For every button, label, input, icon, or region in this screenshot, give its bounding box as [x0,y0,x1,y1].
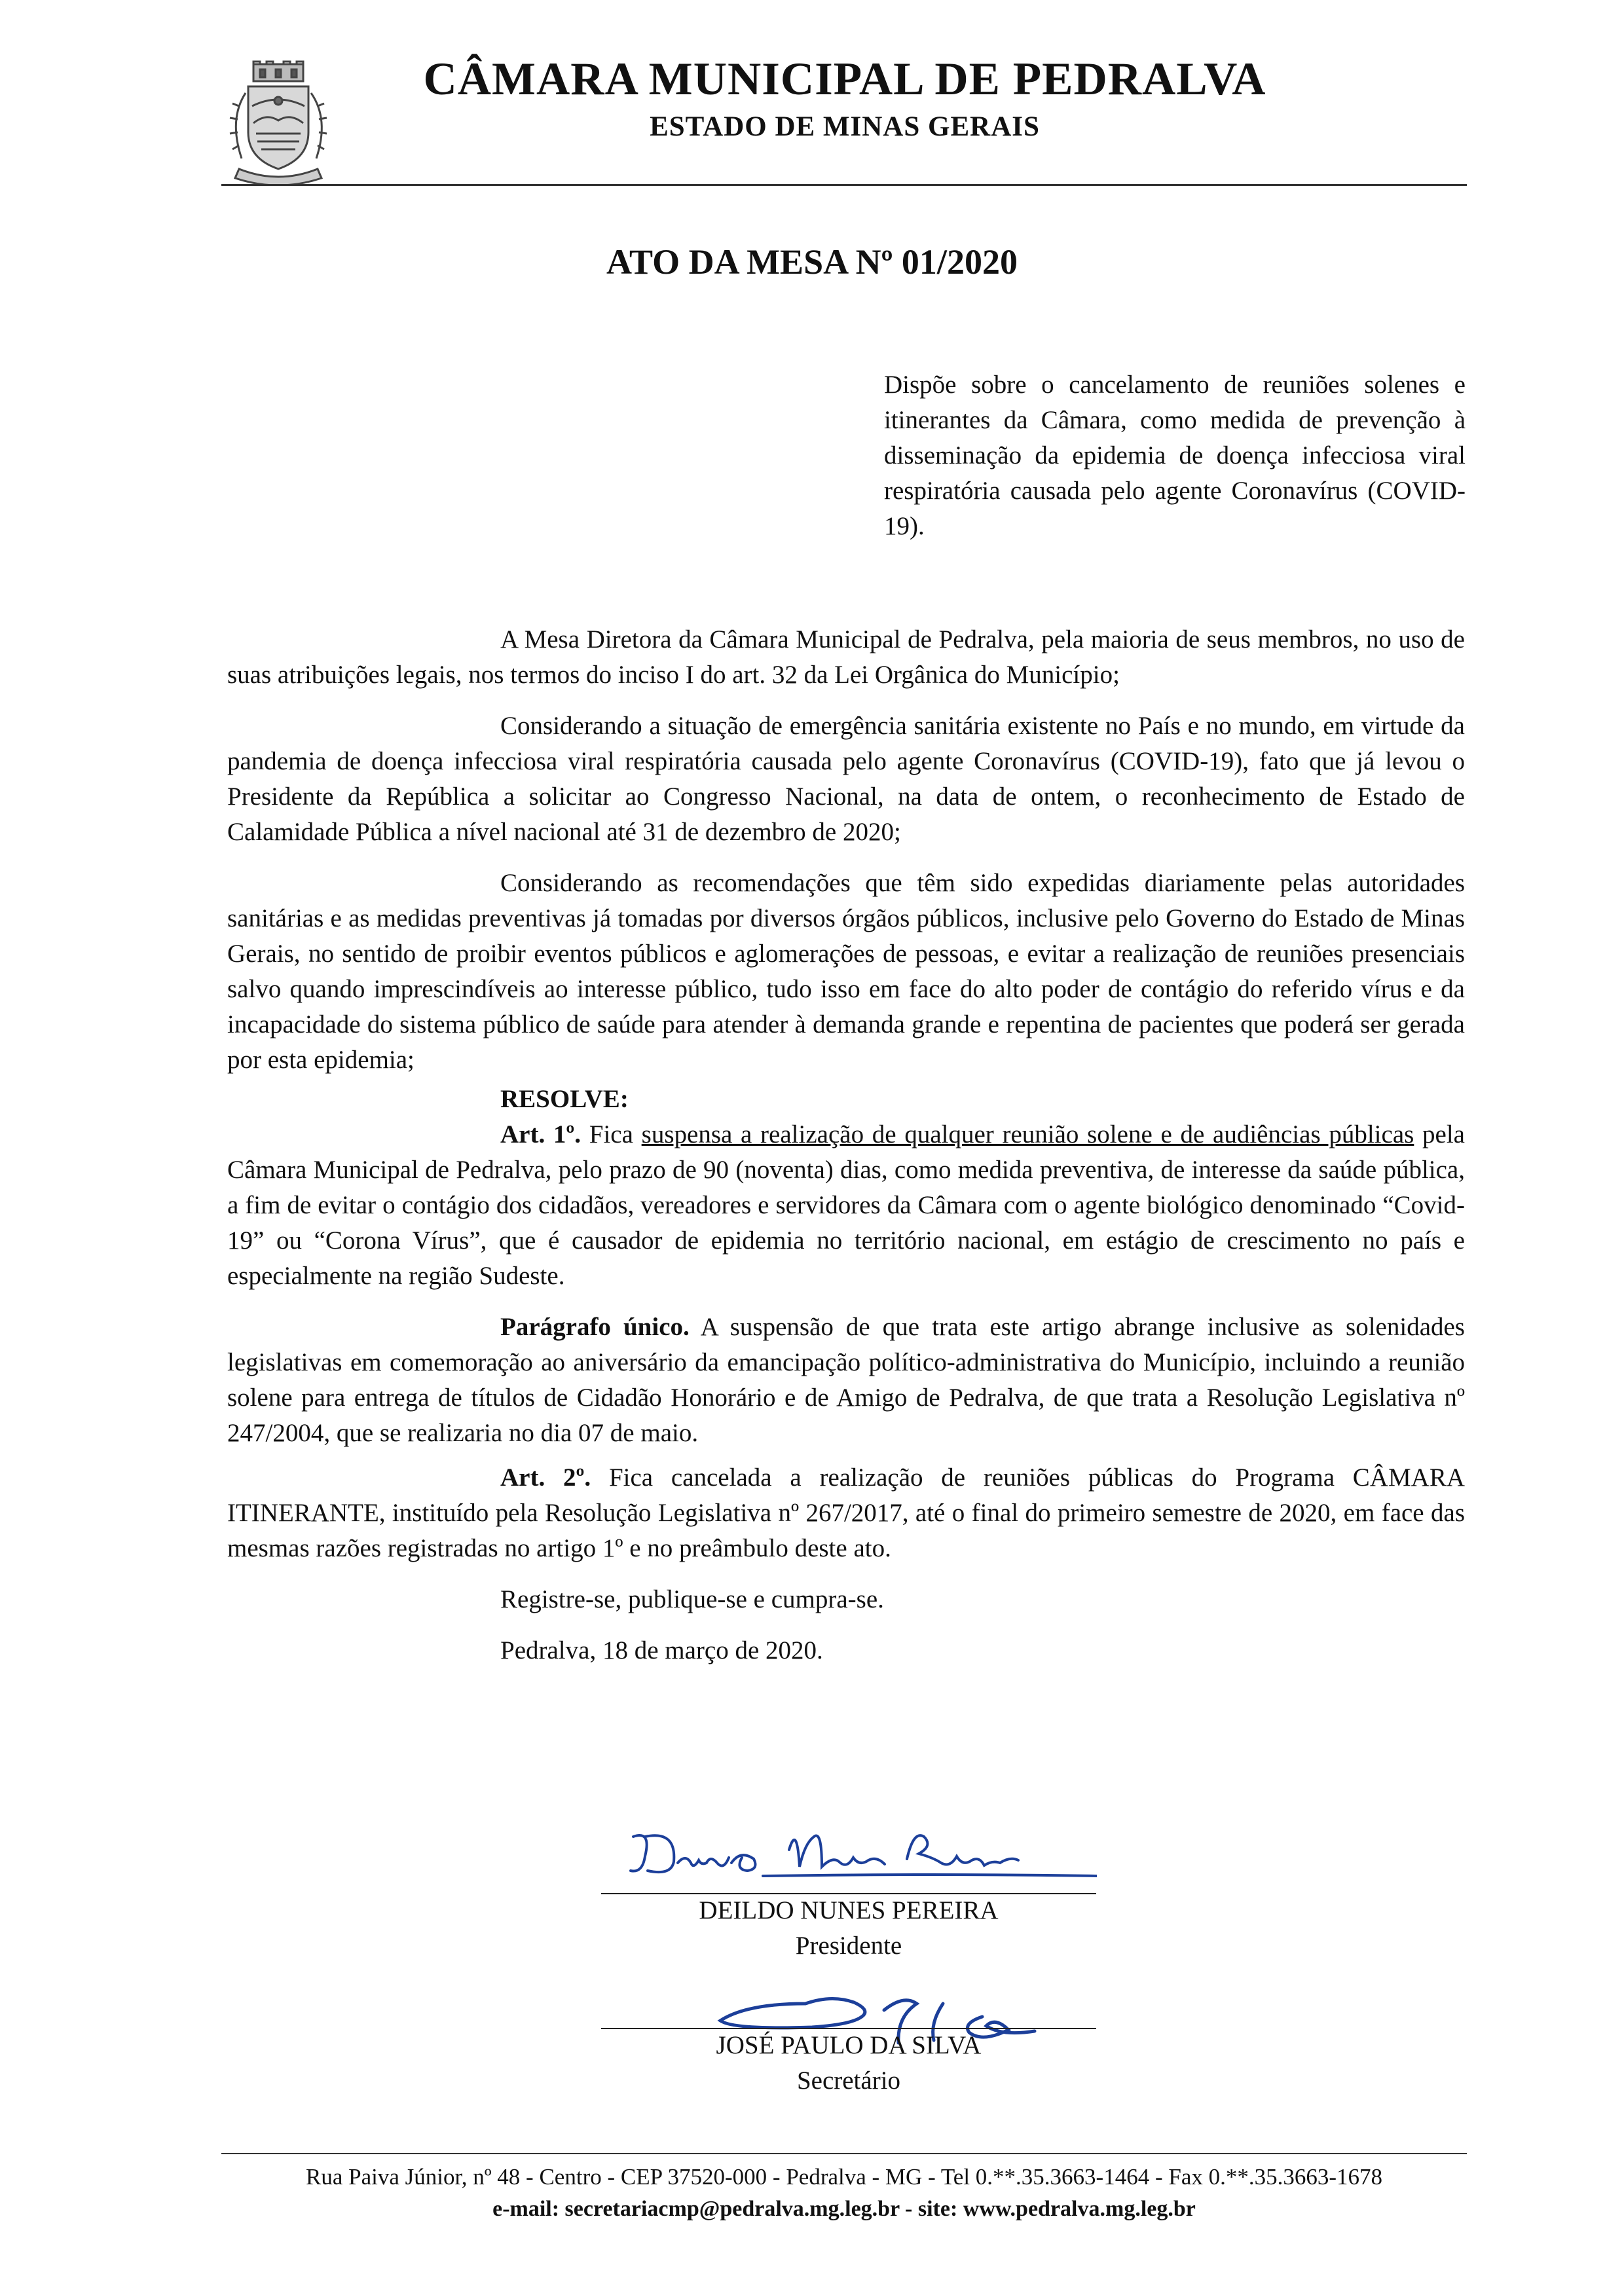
sole-paragraph [227,1310,1465,1451]
signer-role-1: Presidente [795,1932,902,1960]
article-1-label: Art. 1º. [500,1120,581,1148]
article-1-text: pela Câmara Municipal de Pedralva, pelo prazo de 90 (noventa) dias, como medida preventiva, de interesse da saúde pública, a fim de evitar o contágio dos cidadãos, vereadores e servidores da Câmara com o agente biológico denominado “Covid-19” ou “Corona Vírus”, que é causador de epidemia no território nacional, em estágio de crescimento no país e especialmente na região Sudeste. [227,1120,1465,1290]
footer-divider [221,2153,1467,2154]
considering-paragraph-1: Considerando a situação de emergência sanitária existente no País e no mundo, em virtude da pandemia de doença infecciosa viral respiratória causada pelo agente Coronavírus (COVID-19), fato que já levou o Presidente da República a solicitar ao Congresso Nacional, na data de ontem, o reconhecimento de Estado de Calamidade Pública a nível nacional até 31 de dezembro de 2020; [227,712,1465,846]
president-signature [625,1810,1097,1889]
coat-of-arms-icon [219,60,337,186]
article-1-underlined: suspensa a realização de qualquer reunião solene e de audiências públicas [641,1120,1414,1148]
state-subtitle: ESTADO DE MINAS GERAIS [650,111,1040,142]
signer-role-2: Secretário [796,2066,901,2095]
intro-paragraph: A Mesa Diretora da Câmara Municipal de Pedralva, pela maioria de seus membros, no uso de suas atribuições legais, nos termos do inciso I do art. 32 da Lei Orgânica do Município; [227,625,1465,689]
article-2-label: Art. 2º. [500,1463,591,1492]
closing-formula: Registre-se, publique-se e cumpra-se. [500,1585,884,1613]
signature-block-1 [601,1893,1096,1964]
considering-paragraph-2: Considerando as recomendações que têm sido expedidas diariamente pelas autoridades sanitárias e as medidas preventivas já tomadas por diversos órgãos públicos, inclusive pelo Governo do Estado de Minas Gerais, no sentido de proibir eventos públicos e aglomerações de pessoas, e evitar a realização de reuniões presenciais salvo quando imprescindíveis ao interesse público, tudo isso em face do alto poder de contágio do referido vírus e da incapacidade do sistema público de saúde para atender à demanda grande e repentina de pacientes que poderá ser gerada por esta epidemia; [227,869,1465,1074]
footer-address: Rua Paiva Júnior, nº 48 - Centro - CEP 37520-000 - Pedralva - MG - Tel 0.**.35.3663-1464 - Fax 0.**.35.3663-1678 [305,2164,1383,2190]
article-2-text: Fica cancelada a realização de reuniões públicas do Programa CÂMARA ITINERANTE, instituído pela Resolução Legislativa nº 267/2017, até o final do primeiro semestre de 2020, em face das mesmas razões registradas no artigo 1º e no preâmbulo deste ato. [227,1463,1465,1562]
signer-name-2: JOSÉ PAULO DA SILVA [716,2031,982,2059]
sole-paragraph-label: Parágrafo único. [500,1313,690,1341]
signer-name-1: DEILDO NUNES PEREIRA [699,1896,999,1924]
header-divider [221,184,1467,186]
act-body [227,622,1465,1668]
act-title: ATO DA MESA Nº 01/2020 [606,242,1018,282]
resolve-heading: RESOLVE: [500,1085,629,1113]
institution-title: CÂMARA MUNICIPAL DE PEDRALVA [423,54,1266,105]
article-2 [227,1460,1465,1566]
article-1 [227,1117,1465,1294]
signature-block-2 [601,2028,1096,2099]
sole-paragraph-text: A suspensão de que trata este artigo abrange inclusive as solenidades legislativas em comemoração ao aniversário da emancipação político-administrativa do Município, incluindo a reunião solene para entrega de títulos de Cidadão Honorário e de Amigo de Pedralva, de que trata a Resolução Legislativa nº 247/2004, que se realizaria no dia 07 de maio. [227,1313,1465,1447]
act-summary: Dispõe sobre o cancelamento de reuniões solenes e itinerantes da Câmara, como medida de prevenção à disseminação da epidemia de doença infecciosa viral respiratória causada pelo agente Coronavírus (COVID-19). [884,371,1466,540]
article-1-pre: Fica [581,1120,642,1148]
footer-contact: e-mail: secretariacmp@pedralva.mg.leg.br - site: www.pedralva.mg.leg.br [492,2197,1196,2221]
place-and-date: Pedralva, 18 de março de 2020. [500,1636,823,1664]
